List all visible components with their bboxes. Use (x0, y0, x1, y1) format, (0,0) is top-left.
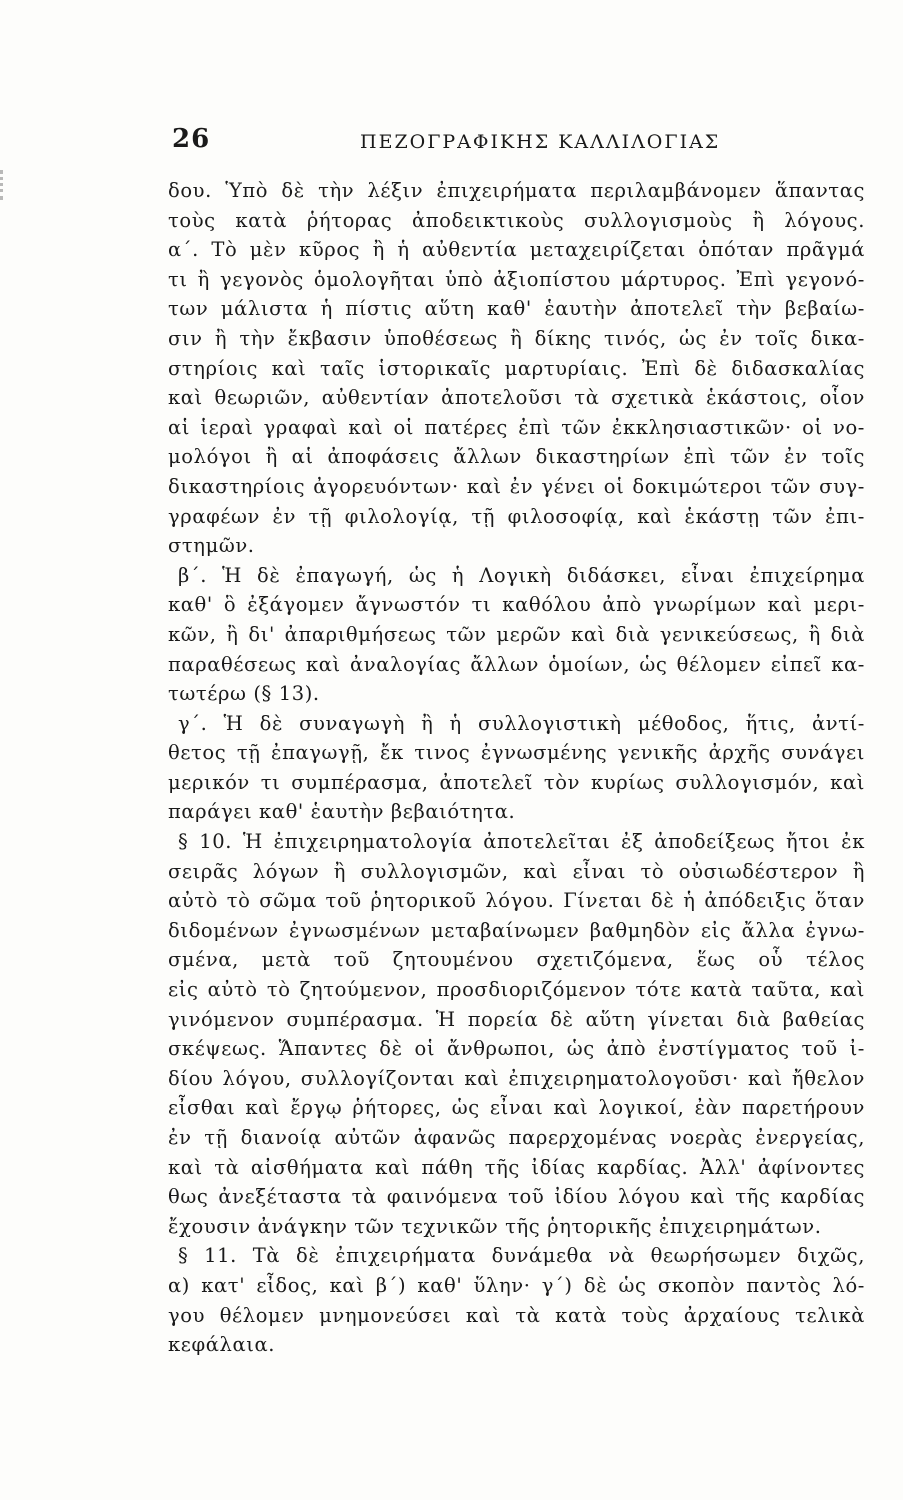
page-number: 26 (172, 124, 211, 154)
text-line: θως ἀνεξέταστα τὰ φαινόμενα τοῦ ἰδίου λόγου καὶ τῆς καρδίας (168, 1185, 865, 1209)
text-line: καὶ τὰ αἰσθήματα καὶ πάθη τῆς ἰδίας καρδίας. Ἀλλ' ἀφίνοντες (168, 1155, 865, 1179)
text-line: σκέψεως. Ἅπαντες δὲ οἱ ἄνθρωποι, ὡς ἀπὸ ἐνστίγματος τοῦ ἰ- (168, 1037, 865, 1061)
text-line: ἔχουσιν ἀνάγκην τῶν τεχνικῶν τῆς ῥητορικῆς ἐπιχειρημάτων. (168, 1214, 822, 1238)
text-line: δίου λόγου, συλλογίζονται καὶ ἐπιχειρηματολογοῦσι· καὶ ἤθελον (168, 1066, 865, 1090)
text-line: σειρᾶς λόγων ἢ συλλογισμῶν, καὶ εἶναι τὸ οὐσιωδέστερον ἢ (168, 859, 865, 883)
text-line: εἶσθαι καὶ ἔργῳ ῥήτορες, ὡς εἶναι καὶ λογικοί, ἐὰν παρετήρουν (168, 1096, 865, 1120)
text-line: σιν ἢ τὴν ἔκβασιν ὑποθέσεως ἢ δίκης τινός, ὡς ἐν τοῖς δικα- (168, 326, 865, 350)
text-line: § 11. Τὰ δὲ ἐπιχειρήματα δυνάμεθα νὰ θεωρήσωμεν διχῶς, (178, 1244, 865, 1268)
text-line: ἐν τῇ διανοίᾳ αὐτῶν ἀφανῶς παρερχομένας νοερὰς ἐνεργείας, (168, 1126, 865, 1149)
text-line: εἰς αὐτὸ τὸ ζητούμενον, προσδιοριζόμενον τότε κατὰ ταῦτα, καὶ (168, 978, 865, 1002)
text-line: μολόγοι ἢ αἱ ἀποφάσεις ἄλλων δικαστηρίων ἐπὶ τῶν ἐν τοῖς (168, 445, 865, 469)
text-line: τωτέρω (§ 13). (168, 682, 320, 706)
text-line: δου. Ὑπὸ δὲ τὴν λέξιν ἐπιχειρήματα περιλαμβάνομεν ἅπαντας (168, 179, 865, 202)
text-line: γραφέων ἐν τῇ φιλολογίᾳ, τῇ φιλοσοφίᾳ, καὶ ἑκάστῃ τῶν ἐπι- (168, 504, 865, 528)
text-line: διδομένων ἐγνωσμένων μεταβαίνωμεν βαθμηδὸν εἰς ἄλλα ἐγνω- (168, 918, 865, 942)
text-line: τοὺς κατὰ ῥήτορας ἀποδεικτικοὺς συλλογισμοὺς ἢ λόγους. (168, 208, 865, 232)
gutter-binding-marks (0, 170, 17, 200)
text-line: μερικόν τι συμπέρασμα, ἀποτελεῖ τὸν κυρίως συλλογισμόν, καὶ (168, 770, 865, 794)
text-line: δικαστηρίοις ἀγορευόντων· καὶ ἐν γένει οἱ δοκιμώτεροι τῶν συγ- (168, 474, 865, 498)
text-line: γου θέλομεν μνημονεύσει καὶ τὰ κατὰ τοὺς ἀρχαίους τελικὰ (168, 1303, 865, 1327)
text-line: κεφάλαια. (168, 1333, 276, 1357)
page-header (170, 124, 860, 164)
text-line: καὶ θεωριῶν, αὐθεντίαν ἀποτελοῦσι τὰ σχετικὰ ἑκάστοις, οἷον (168, 386, 865, 410)
running-title: ΠΕΖΟΓΡΑΦΙΚΗΣ ΚΑΛΛΙΛΟΓΙΑΣ (360, 131, 721, 153)
text-line: τι ἢ γεγονὸς ὁμολογῆται ὑπὸ ἀξιοπίστου μάρτυρος. Ἐπὶ γεγονό- (168, 267, 865, 291)
text-line: § 10. Ἡ ἐπιχειρηματολογία ἀποτελεῖται ἐξ ἀποδείξεως ἤτοι ἐκ (178, 830, 865, 854)
text-line: σμένα, μετὰ τοῦ ζητουμένου σχετιζόμενα, ἕως οὗ τέλος (168, 948, 865, 972)
body-text (168, 176, 865, 1360)
text-line: θετος τῇ ἐπαγωγῇ, ἔκ τινος ἐγνωσμένης γενικῆς ἀρχῆς συνάγει (168, 741, 865, 765)
text-line: κῶν, ἢ δι' ἀπαριθμήσεως τῶν μερῶν καὶ διὰ γενικεύσεως, ἢ διὰ (168, 622, 865, 646)
text-line: στηρίοις καὶ ταῖς ἱστορικαῖς μαρτυρίαις. Ἐπὶ δὲ διδασκαλίας (168, 356, 865, 380)
text-line: γινόμενον συμπέρασμα. Ἡ πορεία δὲ αὕτη γίνεται διὰ βαθείας (168, 1007, 865, 1031)
text-line: καθ' ὃ ἐξάγομεν ἄγνωστόν τι καθόλου ἀπὸ γνωρίμων καὶ μερι- (168, 593, 865, 617)
text-line: αὐτὸ τὸ σῶμα τοῦ ῥητορικοῦ λόγου. Γίνεται δὲ ἡ ἀπόδειξις ὅταν (168, 889, 865, 913)
text-line: β΄. Ἡ δὲ ἐπαγωγή, ὡς ἡ Λογικὴ διδάσκει, εἶναι ἐπιχείρημα (178, 563, 865, 587)
text-line: α) κατ' εἶδος, καὶ β΄) καθ' ὕλην· γ΄) δὲ ὡς σκοπὸν παντὸς λό- (168, 1273, 865, 1297)
text-line: των μάλιστα ἡ πίστις αὕτη καθ' ἑαυτὴν ἀποτελεῖ τὴν βεβαίω- (168, 297, 865, 321)
text-line: α΄. Τὸ μὲν κῦρος ἢ ἡ αὐθεντία μεταχειρίζεται ὁπόταν πρᾶγμά (168, 238, 865, 262)
text-line: παράγει καθ' ἑαυτὴν βεβαιότητα. (168, 800, 516, 824)
text-line: παραθέσεως καὶ ἀναλογίας ἄλλων ὁμοίων, ὡς θέλομεν εἰπεῖ κα- (168, 652, 865, 676)
text-line: γ΄. Ἡ δὲ συναγωγὴ ἢ ἡ συλλογιστικὴ μέθοδος, ἥτις, ἀντί- (178, 711, 865, 735)
text-line: αἱ ἱεραὶ γραφαὶ καὶ οἱ πατέρες ἐπὶ τῶν ἐκκλησιαστικῶν· οἱ νο- (168, 415, 865, 439)
text-line: στημῶν. (168, 534, 255, 558)
